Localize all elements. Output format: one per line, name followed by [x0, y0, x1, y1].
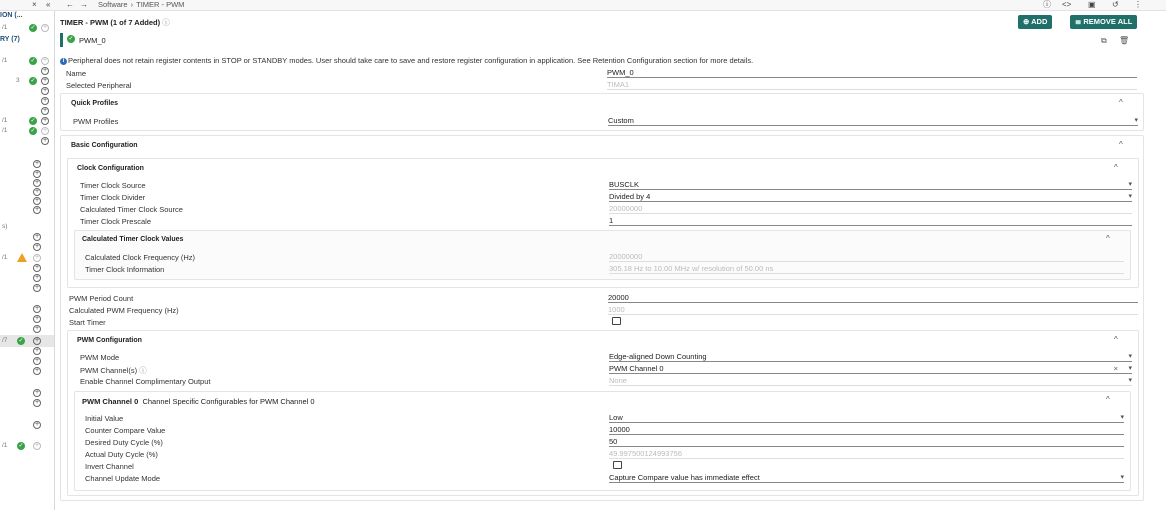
timer-clock-divider-label: Timer Clock Divider — [80, 193, 146, 202]
remove-icon: ≣ — [1075, 17, 1082, 26]
pwm-frequency-field: 1000 — [608, 305, 1138, 315]
pwm-mode-dropdown[interactable]: Edge-aligned Down Counting ▾ — [609, 352, 1132, 362]
timer-clock-source-dropdown[interactable]: BUSCLK ▾ — [609, 180, 1132, 190]
complimentary-output-label: Enable Channel Complimentary Output — [80, 377, 211, 386]
info-circle-icon: i — [60, 58, 67, 65]
pwm-configuration-title: PWM Configuration — [77, 337, 142, 344]
plus-icon[interactable]: + — [42, 117, 48, 124]
invert-channel-checkbox[interactable] — [613, 461, 622, 469]
remove-all-button[interactable] — [1070, 15, 1137, 29]
help-icon[interactable]: ⓘ — [139, 366, 147, 375]
sidebar-count: /1 — [2, 127, 8, 134]
plus-icon[interactable]: + — [34, 421, 40, 428]
complimentary-output-dropdown[interactable]: None ▾ — [609, 376, 1132, 386]
collapse-chevron-icon[interactable]: ^ — [1114, 163, 1118, 172]
plus-icon[interactable]: + — [34, 367, 40, 374]
plus-icon[interactable]: + — [34, 160, 40, 167]
calc-timer-clock-source-label: Calculated Timer Clock Source — [80, 205, 183, 214]
plus-icon[interactable]: + — [42, 57, 48, 64]
sidebar-selected-row[interactable] — [0, 335, 54, 347]
calc-clock-frequency-field: 20000000 — [609, 252, 1124, 262]
calculated-clock-values-title: Calculated Timer Clock Values — [82, 236, 184, 243]
sidebar-header-library[interactable]: RY (7) — [0, 36, 20, 43]
sidebar — [0, 11, 55, 510]
pwm-period-count-field[interactable]: 20000 — [608, 293, 1138, 303]
quick-profiles-card — [60, 93, 1144, 131]
pwm-channel-0-title-bold: PWM Channel 0 — [82, 397, 139, 406]
desired-duty-field[interactable]: 50 — [609, 437, 1124, 447]
info-message — [60, 56, 753, 65]
check-icon: ✓ — [30, 25, 36, 31]
plus-icon[interactable]: + — [34, 243, 40, 250]
chip-icon[interactable]: ▣ — [1088, 0, 1096, 9]
timer-clock-prescale-field[interactable]: 1 — [609, 216, 1132, 226]
plus-icon[interactable]: + — [34, 197, 40, 204]
sidebar-header-configuration[interactable]: ION (... — [0, 12, 23, 19]
plus-icon[interactable]: + — [42, 87, 48, 94]
pwm-profiles-dropdown[interactable]: Custom ▾ — [608, 116, 1138, 126]
collapse-icon[interactable]: « — [46, 0, 51, 9]
delete-icon[interactable]: 🗑 — [1119, 36, 1130, 45]
instance-name: PWM_0 — [79, 36, 106, 45]
clock-configuration-title: Clock Configuration — [77, 165, 144, 172]
name-label: Name — [66, 69, 87, 78]
timer-clock-information-label: Timer Clock Information — [85, 265, 165, 274]
timer-clock-divider-dropdown[interactable]: Divided by 4 ▾ — [609, 192, 1132, 202]
plus-icon[interactable]: + — [34, 284, 40, 291]
actual-duty-field: 49.997500124993756 — [609, 449, 1124, 459]
plus-icon[interactable]: + — [34, 357, 40, 364]
timer-clock-source-label: Timer Clock Source — [80, 181, 146, 190]
actual-duty-label: Actual Duty Cycle (%) — [85, 450, 158, 459]
counter-compare-label: Counter Compare Value — [85, 426, 166, 435]
plus-icon[interactable]: + — [42, 107, 48, 114]
start-timer-label: Start Timer — [69, 318, 106, 327]
plus-icon[interactable]: + — [34, 170, 40, 177]
sidebar-count: /7 — [2, 337, 8, 344]
channel-update-mode-dropdown[interactable]: Capture Compare value has immediate effect ▾ — [609, 473, 1124, 483]
initial-value-dropdown[interactable]: Low ▾ — [609, 413, 1124, 423]
plus-icon[interactable]: + — [34, 399, 40, 406]
plus-icon[interactable]: + — [34, 274, 40, 281]
plus-icon[interactable]: + — [34, 389, 40, 396]
peripheral-field: TIMA1 — [607, 80, 1137, 90]
start-timer-checkbox[interactable] — [612, 317, 621, 325]
add-button-label: ADD — [1031, 17, 1048, 26]
plus-icon[interactable]: + — [34, 233, 40, 240]
forward-arrow-icon[interactable]: → — [80, 0, 88, 9]
breadcrumb-separator: › — [130, 0, 134, 9]
plus-circle-icon: ⊕ — [1023, 17, 1030, 26]
instance-tab[interactable] — [60, 33, 1140, 47]
plus-icon[interactable]: + — [34, 254, 40, 261]
collapse-chevron-icon[interactable]: ^ — [1106, 395, 1110, 404]
collapse-chevron-icon[interactable]: ^ — [1106, 234, 1110, 243]
close-icon[interactable]: × — [32, 0, 37, 9]
more-icon[interactable]: ⋮ — [1134, 0, 1142, 9]
pwm-channels-label — [80, 365, 147, 376]
pwm-channel-0-card — [74, 391, 1131, 491]
timer-clock-prescale-label: Timer Clock Prescale — [80, 217, 151, 226]
plus-icon[interactable]: + — [34, 442, 40, 449]
sidebar-count: /1 — [2, 442, 8, 449]
pwm-channel-chip: PWM Channel 0 — [609, 364, 664, 373]
breadcrumb — [98, 0, 184, 10]
history-icon[interactable]: ↺ — [1112, 0, 1119, 9]
main-panel — [56, 11, 1166, 510]
sidebar-count: /1 — [2, 117, 8, 124]
plus-icon[interactable]: + — [34, 315, 40, 322]
collapse-chevron-icon[interactable]: ^ — [1114, 335, 1118, 344]
sidebar-count: /1 — [2, 57, 8, 64]
basic-configuration-card — [60, 135, 1144, 501]
clear-icon[interactable]: × — [1113, 364, 1118, 373]
channel-update-mode-label: Channel Update Mode — [85, 474, 161, 483]
plus-icon[interactable]: + — [34, 206, 40, 213]
check-icon: ✓ — [68, 36, 74, 42]
info-message-text: Peripheral does not retain register contents in STOP or STANDBY modes. User should take care to save and restore register configuration in application. See Retention Configuration section for more details. — [68, 56, 754, 65]
check-icon: ✓ — [30, 58, 36, 64]
collapse-chevron-icon[interactable]: ^ — [1119, 98, 1123, 107]
plus-icon[interactable]: + — [42, 77, 48, 84]
collapse-chevron-icon[interactable]: ^ — [1119, 140, 1123, 149]
counter-compare-field[interactable]: 10000 — [609, 425, 1124, 435]
code-icon[interactable]: <> — [1062, 0, 1072, 9]
info-icon[interactable]: ⓘ — [1043, 0, 1051, 9]
check-icon: ✓ — [18, 338, 24, 344]
calc-timer-clock-source-field: 20000000 — [609, 204, 1132, 214]
pwm-channels-multiselect[interactable] — [609, 364, 1132, 374]
remove-all-button-label: REMOVE ALL — [1083, 17, 1133, 26]
quick-profiles-title: Quick Profiles — [71, 100, 119, 107]
plus-icon[interactable]: + — [34, 264, 40, 271]
page-title-text: TIMER - PWM (1 of 7 Added) — [60, 18, 161, 27]
copy-icon[interactable]: ⧉ — [1101, 36, 1107, 45]
calc-clock-frequency-label: Calculated Clock Frequency (Hz) — [85, 253, 196, 262]
clock-configuration-card — [67, 158, 1139, 288]
invert-channel-label: Invert Channel — [85, 462, 134, 471]
pwm-mode-label: PWM Mode — [80, 353, 120, 362]
basic-configuration-title: Basic Configuration — [71, 142, 138, 149]
add-button[interactable] — [1018, 15, 1052, 29]
top-bar — [0, 0, 1166, 11]
pwm-channel-0-title — [82, 397, 315, 406]
peripheral-label: Selected Peripheral — [66, 81, 132, 90]
sidebar-count: s) — [2, 223, 8, 230]
desired-duty-label: Desired Duty Cycle (%) — [85, 438, 163, 447]
back-arrow-icon[interactable]: ← — [66, 0, 74, 9]
check-icon: ✓ — [30, 128, 36, 134]
plus-icon[interactable]: + — [34, 347, 40, 354]
pwm-profiles-label: PWM Profiles — [73, 117, 119, 126]
pwm-channel-0-title-rest: Channel Specific Configurables for PWM Channel 0 — [142, 397, 315, 406]
warning-icon — [17, 253, 27, 262]
breadcrumb-software[interactable]: Software — [98, 0, 128, 9]
pwm-configuration-card — [67, 330, 1139, 496]
sidebar-count: /1 — [2, 24, 8, 31]
sidebar-count: /1 — [2, 254, 8, 261]
breadcrumb-timer-pwm: TIMER - PWM — [136, 0, 185, 9]
pwm-period-count-label: PWM Period Count — [69, 294, 134, 303]
plus-icon[interactable]: + — [34, 325, 40, 332]
page-title — [60, 17, 170, 28]
plus-icon[interactable]: + — [42, 67, 48, 74]
plus-icon[interactable]: + — [34, 179, 40, 186]
plus-icon[interactable]: + — [42, 24, 48, 31]
timer-clock-information-field: 305.18 Hz to 10.00 MHz w/ resolution of 50.00 ns — [609, 264, 1124, 274]
pwm-frequency-label: Calculated PWM Frequency (Hz) — [69, 306, 179, 315]
sidebar-count: 3 — [16, 77, 20, 84]
plus-icon[interactable]: + — [34, 337, 40, 344]
calculated-clock-values-card — [74, 230, 1131, 280]
plus-icon[interactable]: + — [42, 97, 48, 104]
help-icon[interactable]: ⓘ — [162, 18, 170, 27]
plus-icon[interactable]: + — [34, 188, 40, 195]
plus-icon[interactable]: + — [34, 305, 40, 312]
initial-value-label: Initial Value — [85, 414, 124, 423]
check-icon: ✓ — [30, 78, 36, 84]
plus-icon[interactable]: + — [42, 137, 48, 144]
plus-icon[interactable]: + — [42, 127, 48, 134]
check-icon: ✓ — [18, 443, 24, 449]
name-field[interactable]: PWM_0 — [607, 68, 1137, 78]
pwm-channels-label-text: PWM Channel(s) — [80, 366, 138, 375]
check-icon: ✓ — [30, 118, 36, 124]
